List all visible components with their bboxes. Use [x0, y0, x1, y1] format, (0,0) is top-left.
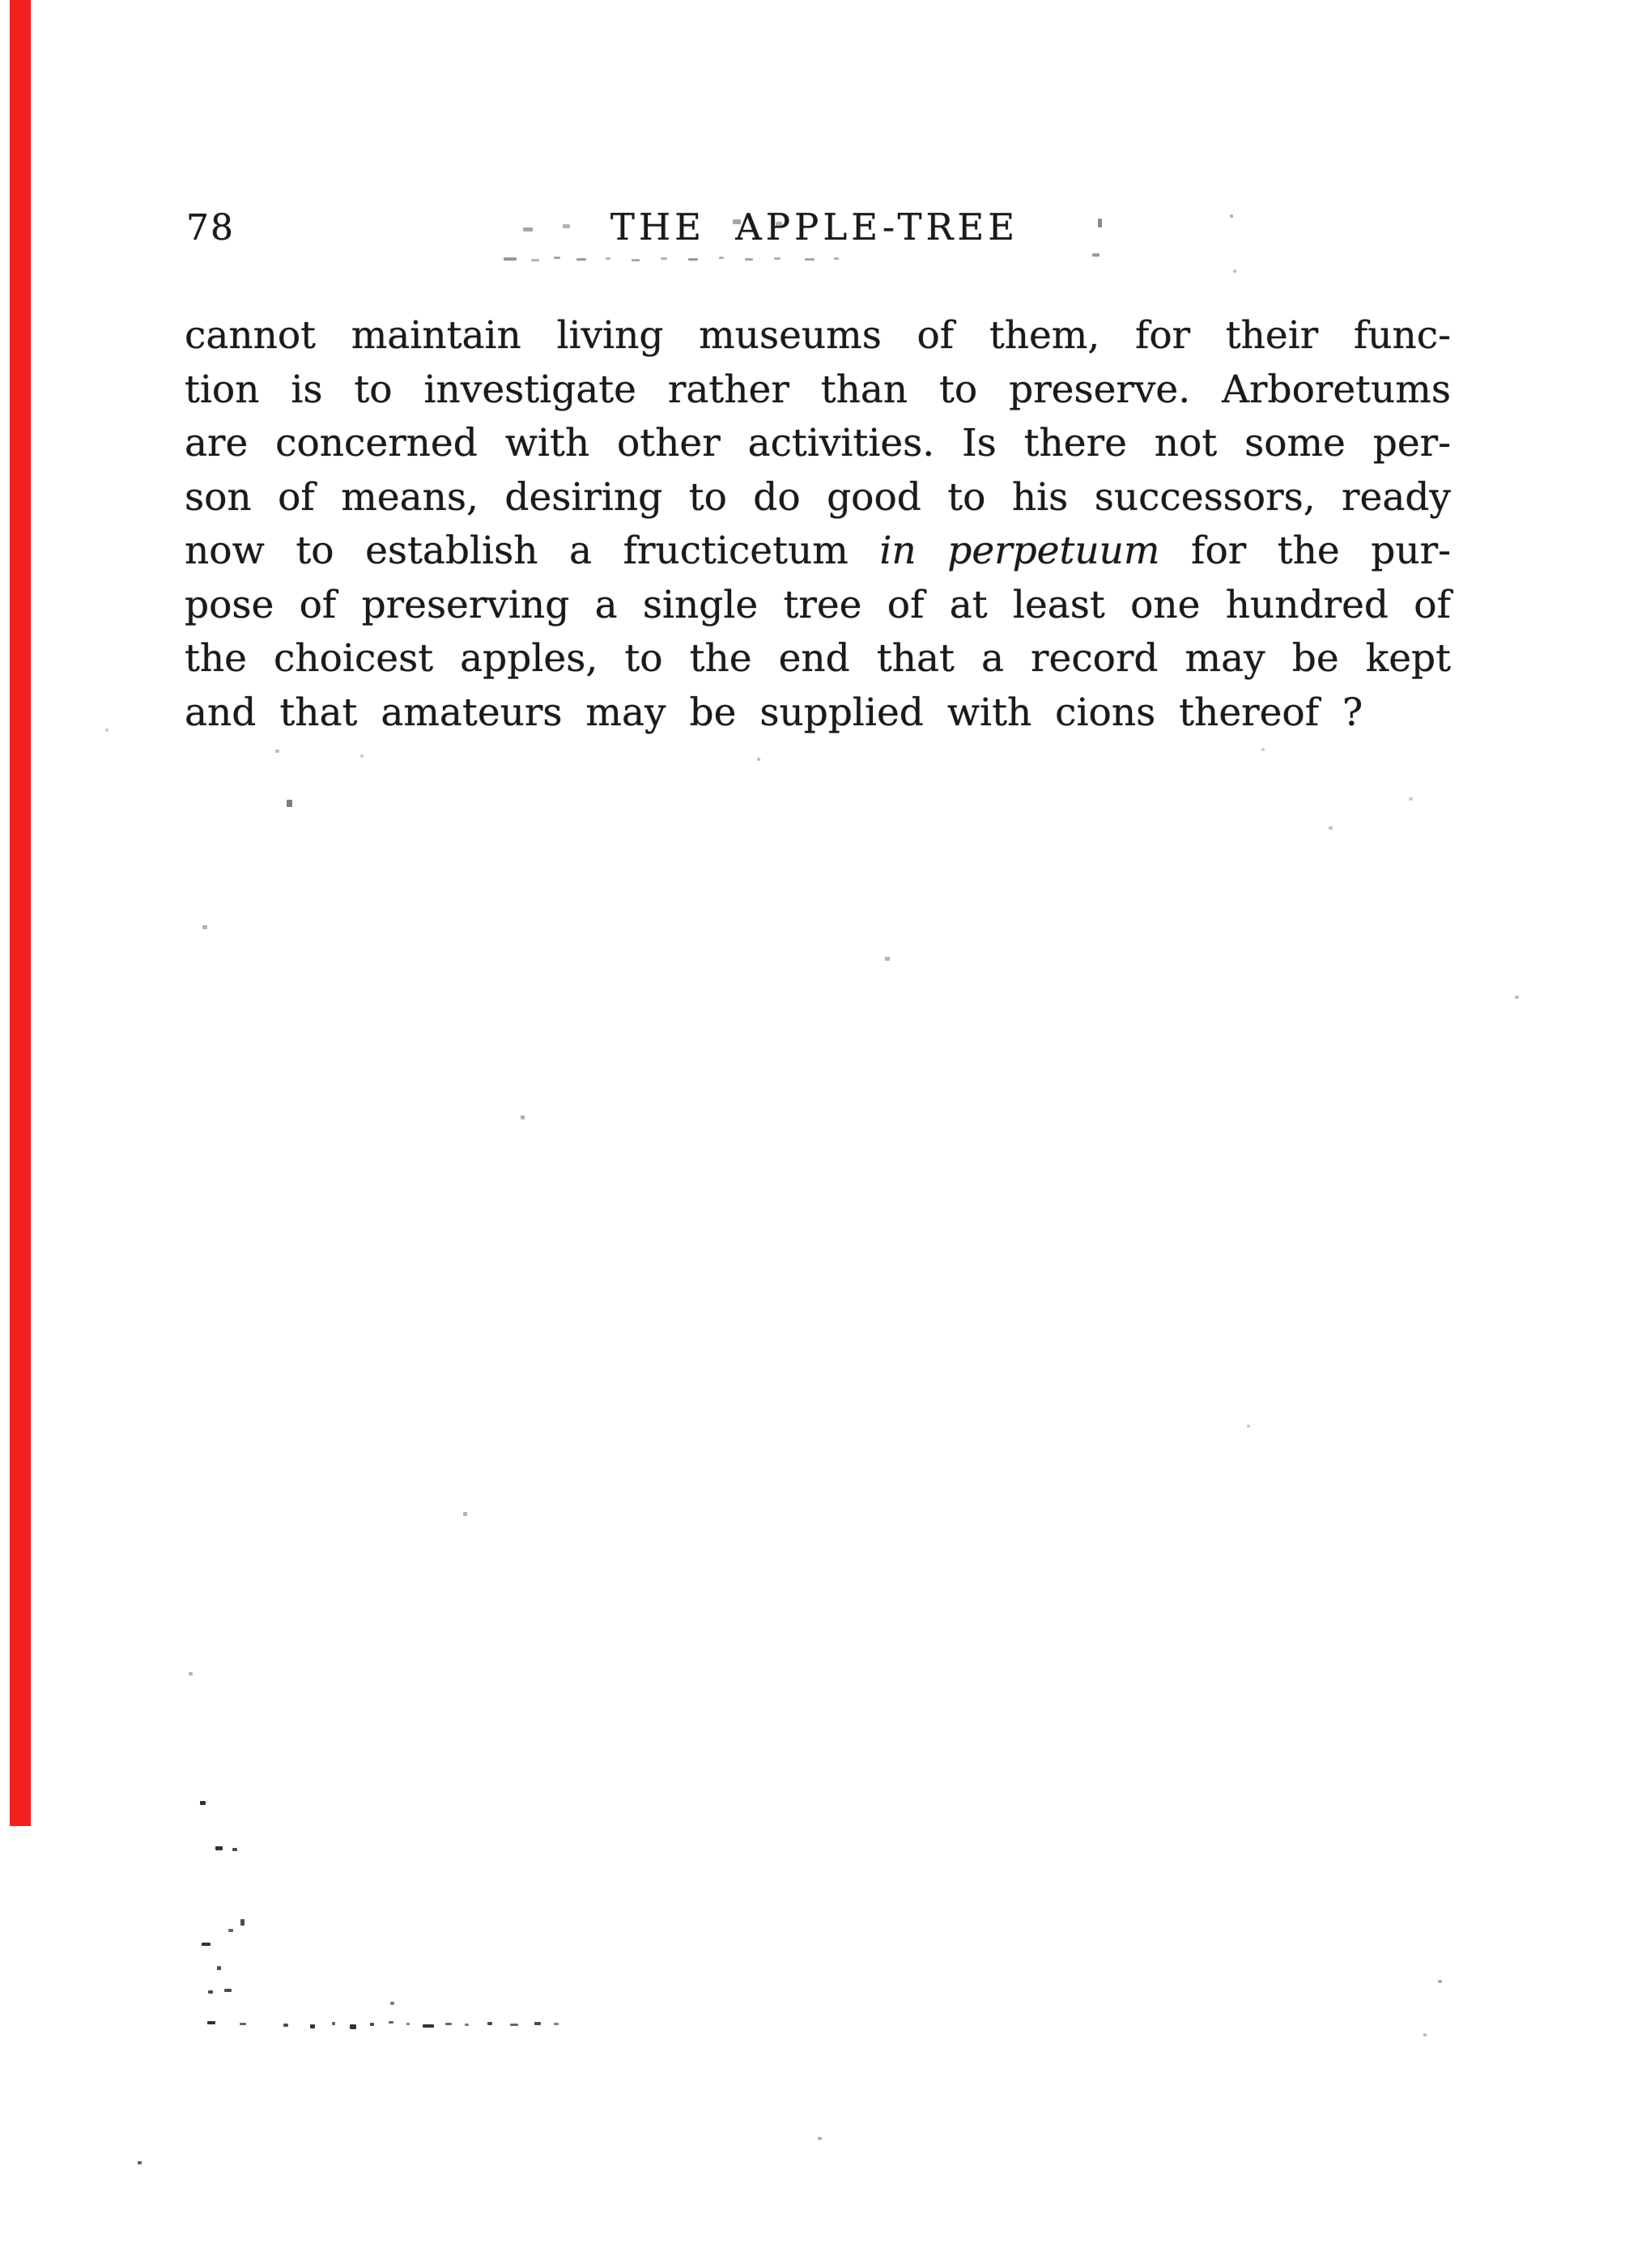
scan-speck: [283, 2024, 288, 2027]
page-number: 78: [186, 207, 235, 248]
text-segment: are concerned with other activities. Is there not some per-: [185, 421, 1451, 465]
text-line: [185, 309, 1451, 363]
scan-speck: [1230, 214, 1233, 218]
scan-speck: [805, 258, 814, 261]
scan-speck: [885, 957, 890, 961]
text-segment: tion is to investigate rather than to preserve. Arboretums: [185, 367, 1451, 412]
scan-speck: [463, 1512, 467, 1516]
scan-speck: [531, 259, 539, 261]
text-line: [185, 579, 1451, 633]
scan-speck: [521, 1115, 525, 1119]
scan-speck: [465, 2024, 469, 2026]
scan-speck: [423, 2024, 434, 2028]
scan-speck: [776, 222, 782, 226]
scan-speck: [105, 728, 108, 732]
scan-speck: [1409, 797, 1413, 801]
text-line: [185, 417, 1451, 471]
scan-speck: [240, 2023, 246, 2025]
scan-speck: [389, 2021, 393, 2024]
scan-speck: [1438, 1980, 1442, 1983]
text-segment: for the pur-: [1159, 529, 1451, 573]
scan-speck: [1515, 996, 1519, 999]
scan-speck: [576, 258, 586, 261]
scan-speck: [774, 257, 780, 260]
scan-speck: [487, 2022, 492, 2025]
scan-speck: [1423, 2033, 1427, 2037]
scan-speck: [287, 800, 292, 807]
scan-speck: [390, 2002, 394, 2005]
scan-speck: [688, 258, 698, 261]
scan-speck: [1092, 253, 1099, 257]
scan-speck: [719, 257, 724, 259]
scan-speck: [510, 2024, 518, 2026]
scan-speck: [207, 2021, 215, 2024]
scan-speck: [406, 2023, 410, 2025]
scan-speck: [202, 1943, 211, 1946]
scan-speck: [504, 257, 517, 261]
scan-speck: [1261, 748, 1265, 751]
scan-speck: [554, 257, 560, 259]
scan-speck: [445, 2023, 452, 2025]
scan-speck: [228, 1929, 233, 1932]
scan-speck: [733, 219, 741, 224]
scan-speck: [757, 758, 760, 761]
text-line: [185, 363, 1451, 418]
scan-speck: [523, 227, 533, 231]
scan-speck: [370, 2023, 374, 2026]
scan-speck: [834, 257, 839, 260]
scan-speck: [332, 2022, 335, 2025]
scan-speck: [360, 754, 364, 758]
text-segment: son of means, desiring to do good to his successors, ready: [185, 474, 1451, 520]
text-line: [185, 471, 1451, 525]
scan-speck: [189, 1672, 193, 1676]
text-line: [185, 632, 1451, 686]
text-segment: pose of preserving a single tree of at least one hundred of: [185, 582, 1451, 627]
scan-speck: [1233, 270, 1236, 273]
scan-speck: [240, 1919, 245, 1926]
scan-speck: [606, 257, 610, 260]
scan-speck: [1247, 1425, 1250, 1428]
scan-speck: [554, 2023, 559, 2025]
scan-speck: [563, 224, 570, 228]
scan-speck: [138, 2161, 142, 2164]
scan-speck: [350, 2024, 356, 2029]
scan-speck: [217, 1966, 221, 1970]
text-line: [185, 525, 1451, 579]
text-segment: and that amateurs may be supplied with cions thereof ?: [185, 690, 1363, 735]
scan-speck: [745, 258, 753, 261]
running-title: THE APPLE-TREE: [610, 206, 1019, 248]
scan-speck: [232, 1848, 237, 1851]
text-line: [185, 686, 1451, 741]
scan-speck: [1098, 219, 1102, 227]
scan-speck: [818, 2137, 822, 2140]
italic-phrase: in perpetuum: [879, 529, 1160, 573]
scan-speck: [661, 257, 667, 260]
text-segment: now to establish a fructicetum: [185, 529, 880, 573]
scan-speck: [224, 1989, 232, 1992]
body-paragraph: [185, 309, 1451, 740]
scan-speck: [632, 259, 640, 261]
scan-speck: [215, 1846, 223, 1850]
scan-speck: [310, 2024, 315, 2028]
red-edge-stripe: [10, 0, 31, 1826]
scan-speck: [200, 1801, 206, 1805]
scan-speck: [1329, 826, 1333, 830]
scan-speck: [275, 750, 279, 753]
scan-speck: [208, 1990, 213, 1994]
text-segment: cannot maintain living museums of them, for their func-: [185, 313, 1451, 358]
text-segment: the choicest apples, to the end that a record may be kept: [185, 636, 1451, 681]
scan-speck: [202, 925, 207, 929]
scan-speck: [534, 2022, 541, 2025]
